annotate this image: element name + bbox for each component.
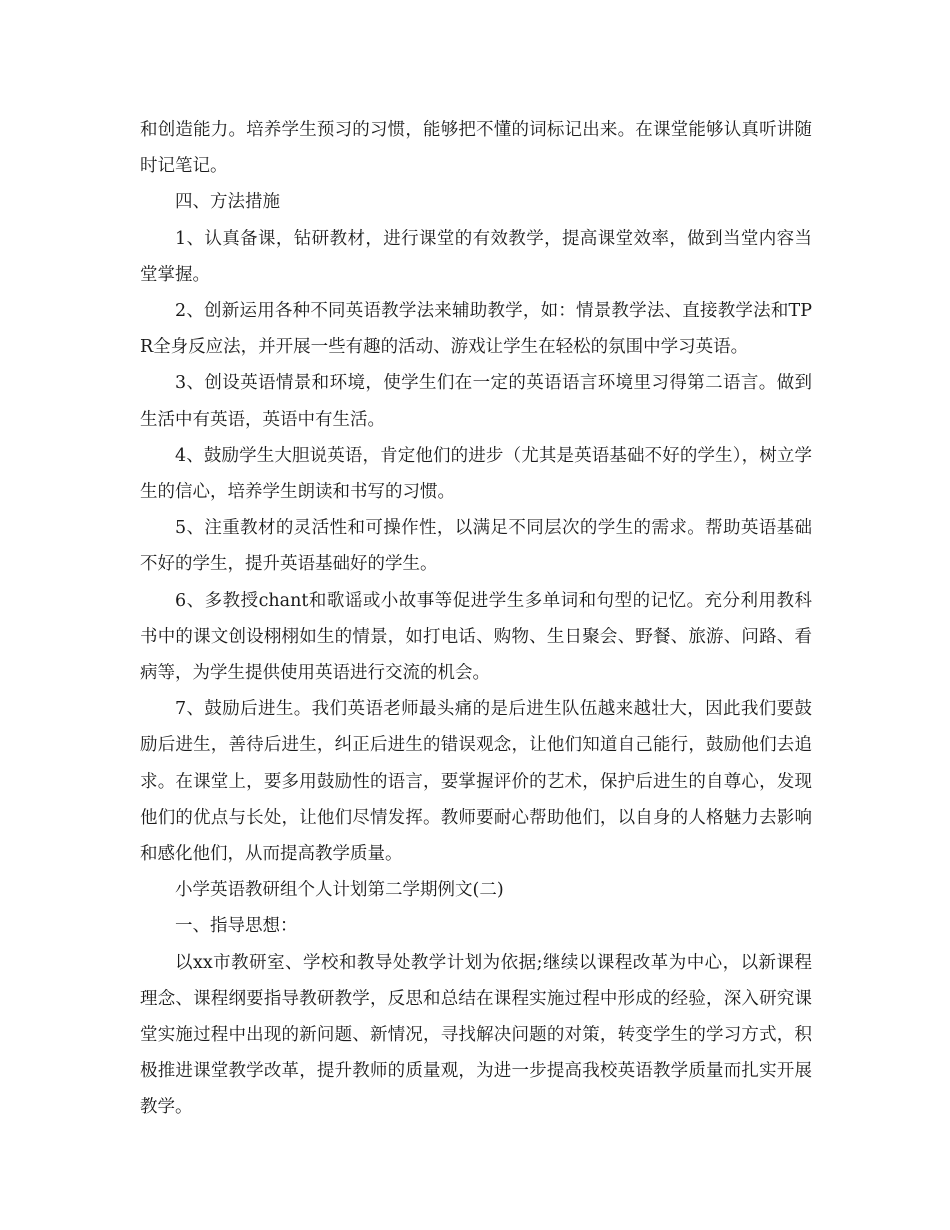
paragraph-continuation: 和创造能力。培养学生预习的习惯，能够把不懂的词标记出来。在课堂能够认真听讲随时记笔记。 [140, 120, 812, 177]
section-heading-guiding: 一、指导思想： [175, 916, 298, 937]
section-title-example-2: 小学英语教研组个人计划第二学期例文(二) [175, 880, 504, 901]
paragraph-method-2: 2、创新运用各种不同英语教学法来辅助教学，如：情景教学法、直接教学法和TPR全身反应法，并开展一些有趣的活动、游戏让学生在轻松的氛围中学习英语。 [140, 301, 812, 358]
paragraph-method-3: 3、创设英语情景和环境，使学生们在一定的英语语言环境里习得第二语言。做到生活中有英语，英语中有生活。 [140, 373, 812, 430]
paragraph-method-5: 5、注重教材的灵活性和可操作性，以满足不同层次的学生的需求。帮助英语基础不好的学生，提升英语基础好的学生。 [140, 518, 812, 575]
paragraph-method-6: 6、多教授chant和歌谣或小故事等促进学生多单词和句型的记忆。充分利用教科书中的课文创设栩栩如生的情景，如打电话、购物、生日聚会、野餐、旅游、问路、看病等，为学生提供使用英语进行交流的机会。 [140, 590, 812, 684]
section-heading-methods: 四、方法措施 [175, 192, 280, 213]
paragraph-method-1: 1、认真备课，钻研教材，进行课堂的有效教学，提高课堂效率，做到当堂内容当堂掌握。 [140, 228, 812, 285]
document-body [140, 112, 812, 1126]
paragraph-guiding-thought: 以xx市教研室、学校和教导处教学计划为依据;继续以课程改革为中心，以新课程理念、课程纲要指导教研教学，反思和总结在课程实施过程中形成的经验，深入研究课堂实施过程中出现的新问题、新情况，寻找解决问题的对策，转变学生的学习方式，积极推进课堂教学改革，提升教师的质量观，为进一步提高我校英语教学质量而扎实开展教学。 [140, 952, 812, 1118]
paragraph-method-4: 4、鼓励学生大胆说英语，肯定他们的进步（尤其是英语基础不好的学生），树立学生的信心，培养学生朗读和书写的习惯。 [140, 445, 812, 503]
paragraph-method-7: 7、鼓励后进生。我们英语老师最头痛的是后进生队伍越来越壮大，因此我们要鼓励后进生，善待后进生，纠正后进生的错误观念，让他们知道自己能行，鼓励他们去追求。在课堂上，要多用鼓励性的语言，要掌握评价的艺术，保护后进生的自尊心，发现他们的优点与长处，让他们尽情发挥。教师要耐心帮助他们，以自身的人格魅力去影响和感化他们，从而提高教学质量。 [140, 699, 812, 865]
